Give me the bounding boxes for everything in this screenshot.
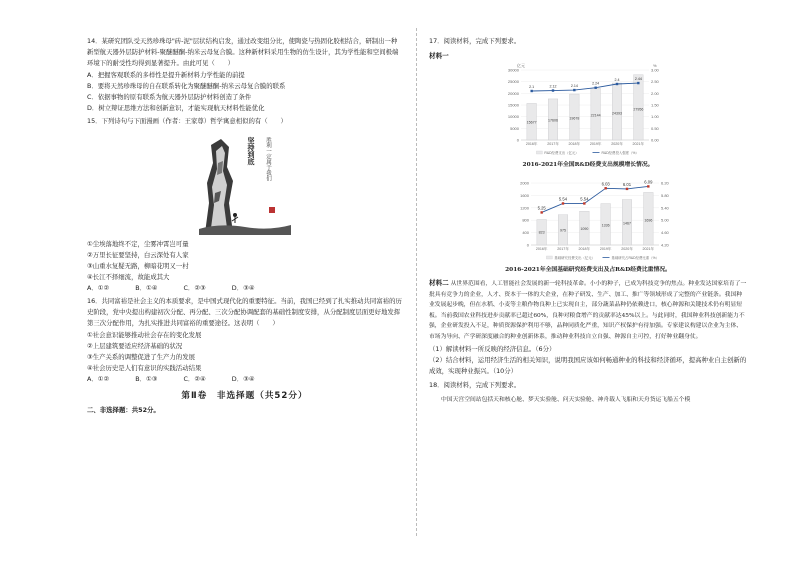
x-tick-label: 2016年 xyxy=(535,247,548,251)
line-value-label: 5.25 xyxy=(537,205,546,211)
y-tick-label-right: 0.50 xyxy=(651,125,659,131)
bar-value-label: 975 xyxy=(560,228,566,233)
q14-stem: 14．某研究团队受天然珍珠母"砖-泥"层状结构启发，通过改变组分比，使陶瓷与热固化胶相结合，研制出一种新型航天器外层防护材料-聚醚醚酮-纳米云母复合膜。这种新材料采用生物的仿生设计，其为学性能和空间极端环境下的耐受性均得到显著提升。由此可见（ ） xyxy=(87,37,399,67)
line-point xyxy=(604,187,606,189)
y-tick-label-right: 4.60 xyxy=(661,230,669,236)
y-tick-label-left: 400 xyxy=(522,230,529,236)
section-note: 二、非选择题：共52分。 xyxy=(87,406,160,414)
y-tick-label-left: 1600 xyxy=(520,192,529,198)
cartoon-image xyxy=(199,133,291,235)
q16-answer-row xyxy=(87,374,402,385)
cartoon-caption-2: 胜利一定属于我们 xyxy=(265,137,271,181)
y-axis-label-right: % xyxy=(653,63,657,68)
q15-answer-c: C．②③ xyxy=(183,284,206,292)
chart1-caption: 2016-2021年全国R&D经费支出规模增长情况。 xyxy=(522,162,654,168)
y-tick-label-right: 0.00 xyxy=(651,137,659,143)
line-point xyxy=(530,90,532,92)
line-point xyxy=(540,211,542,213)
bar-value-label: 1336 xyxy=(601,223,610,228)
q15-answer-d: D．③④ xyxy=(231,284,255,292)
x-tick-label: 2021年 xyxy=(642,247,655,251)
cartoon-caption-1: 坚持到底 xyxy=(247,137,255,165)
series-line xyxy=(532,83,639,91)
y-tick-label-left: 15000 xyxy=(507,102,519,108)
line-value-label: 6.09 xyxy=(644,179,653,185)
y-tick-label-right: 3.00 xyxy=(651,67,659,73)
line-point xyxy=(583,202,585,204)
q16-answer-d: D．③④ xyxy=(231,375,255,383)
y-tick-label-left: 0 xyxy=(526,242,529,248)
y-tick-label-right: 2.50 xyxy=(651,79,659,85)
line-value-label: 6.03 xyxy=(601,181,610,187)
line-value-label: 5.54 xyxy=(580,196,589,202)
y-tick-label-right: 5.80 xyxy=(661,192,669,198)
x-tick-label: 2020年 xyxy=(611,142,623,146)
legend-label-bar: 基础研究经费支出（亿元） xyxy=(554,256,596,260)
y-tick-label-left: 2000 xyxy=(520,180,529,186)
q14-option-d: D．树立辩证思维方法和创新意识，才能实现航天材料性能优化 xyxy=(87,104,265,112)
y-tick-label-right: 1.00 xyxy=(651,114,659,120)
x-tick-label: 2020年 xyxy=(621,247,633,251)
bar-value-label: 24393 xyxy=(612,111,622,116)
bar-value-label: 19678 xyxy=(569,116,580,121)
chart2-caption: 2016-2021年全国基础研究经费支出及占R&D经费比重情况。 xyxy=(505,267,671,273)
y-tick-label-left: 800 xyxy=(522,217,529,223)
line-value-label: 2.14 xyxy=(570,84,578,89)
section-title: 第Ⅱ卷 非选择题（共52分） xyxy=(181,391,308,401)
q15-answer-a: A．①② xyxy=(87,284,110,292)
y-tick-label-right: 6.20 xyxy=(661,180,669,186)
y-tick-label-left: 20000 xyxy=(507,90,519,96)
y-axis-label-left: 亿元 xyxy=(517,63,525,68)
q15-option-4: ④长江不择细流，故能成其大 xyxy=(87,273,170,281)
y-tick-label-left: 25000 xyxy=(507,79,519,85)
y-tick-label-right: 5.40 xyxy=(661,205,669,211)
q16-option-1: ①社会意识能够推动社会存在的变化发展 xyxy=(87,331,202,339)
q15-answer-row xyxy=(87,283,402,294)
line-point xyxy=(616,83,618,85)
legend-label-line: 基础研究占R&D经费比重（%） xyxy=(611,256,659,260)
line-value-label: 2.24 xyxy=(592,81,600,86)
q15-option-1: ①尘埃落地终不定，尘雾冲霄岂可量 xyxy=(87,240,189,248)
x-tick-label: 2019年 xyxy=(599,247,612,251)
x-tick-label: 2017年 xyxy=(557,247,569,251)
y-tick-label-left: 1200 xyxy=(520,205,529,211)
q15-stem: 15．下列诗句与下面漫画（作者：王家尊）哲学寓意相似的有（ ） xyxy=(87,117,287,125)
line-value-label: 2.44 xyxy=(634,77,642,82)
q17-sub2: （2）结合材料，运用经济生活的相关知识，说明我国应该如何畅通种业的科技和经济循环，提高种业自主创新的成效，实现种业振兴。（10分） xyxy=(429,356,747,375)
y-tick-label-left: 30000 xyxy=(507,67,519,73)
line-point xyxy=(562,202,564,204)
x-tick-label: 2021年 xyxy=(632,142,645,146)
legend-label-line: R&D经费投入强度（%） xyxy=(601,151,639,155)
bar-value-label: 22144 xyxy=(590,113,601,118)
right-column xyxy=(429,36,747,406)
y-tick-label-right: 2.00 xyxy=(651,90,659,96)
y-tick-label-left: 5000 xyxy=(510,125,519,131)
q15-option-2: ②万里长征要坚持，白云深处有人家 xyxy=(87,251,189,259)
q16-option-3: ③生产关系的调整促进了生产力的发展 xyxy=(87,353,195,361)
material2-text: 从世界范围看，人工智能社会发展的新一轮科技革命。小小的种子，已成为科技竞争的焦点。种业发达国家培育了一批具有竞争力的企业，人才、资本于一体的大企业，在种子研发、生产、加工、推广等领域形成了完整的产业链条。我国种业发展起步晚，但在水稻、小麦等主粮作物良种上已实现自主，部分蔬菜品种仍依赖进口，核心种源和关键技术仍有明显短板。当前我国农业科技进步贡献率已超过60%，良种对粮食增产的贡献率达45%以上。与此同时，我国种业科技创新能力不强，企业研发投入不足，种质资源保护利用不够，品种同质化严重，知识产权保护有待加强。专家建议构建以企业为主体、市场为导向、产学研深度融合的种业创新体系，推动种业科技自立自强、种源自主可控，打好种业翻身仗。 xyxy=(429,281,747,340)
material2-paragraph xyxy=(429,278,747,342)
column-divider xyxy=(416,28,417,536)
bar-value-label: 17606 xyxy=(548,118,558,123)
q14-option-a: A．把握客观联系的多样性是提升新材料力学性能的前提 xyxy=(87,71,245,79)
q15-option-3: ③山重水复疑无路，柳暗花明又一村 xyxy=(87,262,189,270)
q14-option-b: B．要将天然珍珠母的自在联系转化为聚醚醚酮-纳米云母复合膜的联系 xyxy=(87,82,286,90)
x-tick-label: 2018年 xyxy=(578,247,591,251)
bar-value-label: 823 xyxy=(538,230,545,235)
bar-value-label: 27956 xyxy=(633,107,644,112)
chart-basic-research xyxy=(509,173,679,265)
y-tick-label-right: 4.20 xyxy=(661,242,669,248)
y-tick-label-right: 1.50 xyxy=(651,102,659,108)
y-tick-label-left: 10000 xyxy=(507,114,519,120)
q18-title: 18．阅读材料，完成下列要求。 xyxy=(429,381,521,389)
q16-answer-b: B．①③ xyxy=(135,375,158,383)
x-tick-label: 2018年 xyxy=(568,142,581,146)
x-tick-label: 2017年 xyxy=(547,142,559,146)
line-point xyxy=(626,188,628,190)
y-tick-label-left: 0 xyxy=(516,137,519,143)
x-tick-label: 2019年 xyxy=(589,142,602,146)
q15-answer-b: B．①④ xyxy=(135,284,158,292)
legend-swatch-bar xyxy=(546,256,552,259)
line-point xyxy=(647,185,649,187)
line-value-label: 2.1 xyxy=(529,85,535,89)
line-point xyxy=(573,89,575,91)
bar-value-label: 15677 xyxy=(526,120,537,125)
bar-value-label: 1467 xyxy=(623,221,631,226)
q18-text: 中国天宫空间站包括天和核心舱、梦天实验舱、问天实验舱、神舟载人飞船和天舟货运飞船五个模 xyxy=(441,397,691,403)
y-tick-label-right: 5.00 xyxy=(661,217,669,223)
material1-label: 材料一 xyxy=(429,52,449,60)
q16-answer-a: A．①② xyxy=(87,375,110,383)
bar-value-label: 1696 xyxy=(644,218,653,223)
q16-option-4: ④社会历史是人们有意识的实践活动结果 xyxy=(87,364,202,372)
line-point xyxy=(594,87,596,89)
bar-value-label: 1090 xyxy=(580,226,589,231)
line-point xyxy=(552,89,554,91)
legend-label-bar: R&D经费支出（亿元） xyxy=(544,151,579,155)
q16-answer-c: C．②④ xyxy=(183,375,206,383)
legend-swatch-bar xyxy=(536,151,542,154)
line-value-label: 2.4 xyxy=(614,78,620,82)
line-value-label: 5.54 xyxy=(558,196,568,202)
chart-rd-spending xyxy=(499,60,669,160)
left-column xyxy=(87,36,402,416)
q17-sub1: （1）解读材料一所反映的经济信息。（6分） xyxy=(429,345,556,353)
q16-stem: 16．共同富裕是社会主义的本质要求，是中国式现代化的重要特征。当前，我国已经到了扎实推动共同富裕的历史阶段，党中央提出构建初次分配、再分配、三次分配协调配套的基础性制度安排，从分配制度层面更好地发挥第三次分配作用，为扎实推进共同富裕的重要途径。这表明（ ） xyxy=(87,297,402,327)
material2-label: 材料二 xyxy=(429,279,449,287)
q14-option-c: C．依据事物的原有联系为航天器外层防护材料创造了条件 xyxy=(87,93,252,101)
q16-option-2: ②上层建筑要适应经济基础的状况 xyxy=(87,342,183,350)
line-value-label: 2.12 xyxy=(549,84,557,89)
series-line xyxy=(542,186,649,212)
line-value-label: 6.01 xyxy=(622,181,632,187)
q17-title: 17．阅读材料，完成下列要求。 xyxy=(429,37,521,45)
line-point xyxy=(637,82,639,84)
x-tick-label: 2016年 xyxy=(525,142,538,146)
